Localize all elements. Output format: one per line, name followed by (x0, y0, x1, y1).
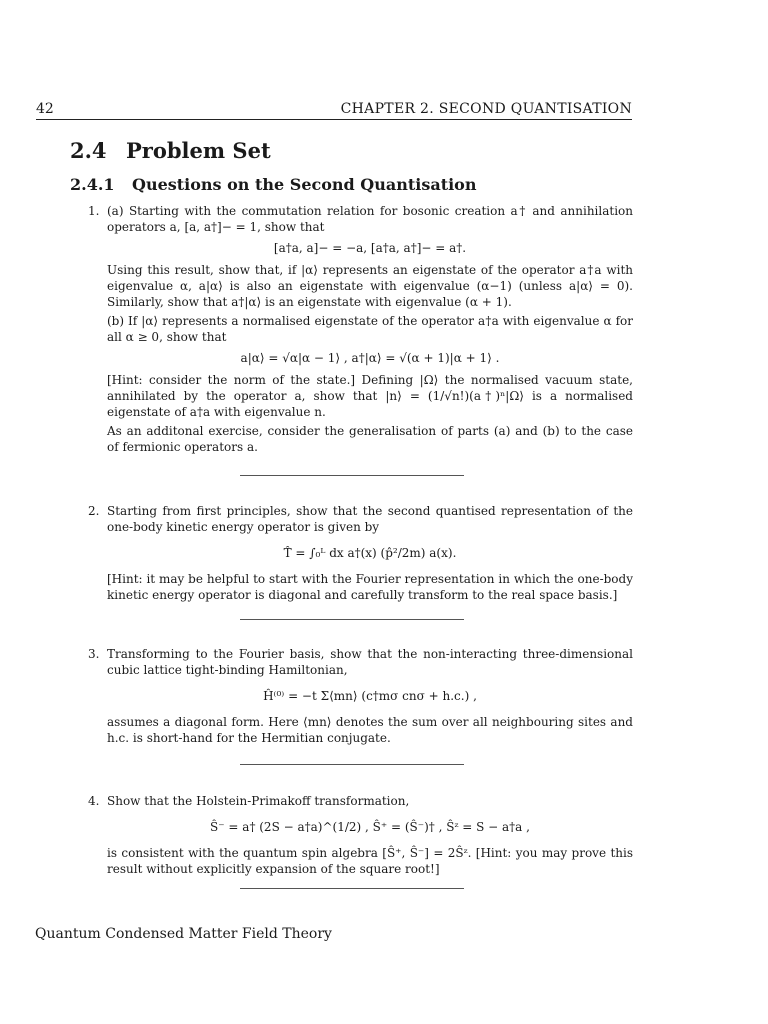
subsection-number: 2.4.1 (70, 175, 115, 194)
problem-text: Transforming to the Fourier basis, show that the non-interacting three-dimensional cubic lattice tight-binding Hamiltonian, (107, 647, 633, 677)
running-header (36, 101, 632, 120)
problem-text: assumes a diagonal form. Here ⟨mn⟩ denotes the sum over all neighbouring sites and h.c. is short-hand for the Hermitian conjugate. (107, 715, 633, 745)
page-number: 42 (36, 101, 54, 117)
chapter-title: CHAPTER 2. SECOND QUANTISATION (340, 101, 632, 117)
problem-text: is consistent with the quantum spin algebra [Ŝ⁺, Ŝ⁻] = 2Ŝᶻ. [Hint: you may prove this result without explicitly expansion of the square root!] (107, 846, 633, 876)
problem-1 (88, 203, 633, 455)
problem-divider (240, 475, 464, 476)
problem-label: 3. (88, 647, 100, 661)
problem-4 (88, 793, 633, 877)
problem-text: [Hint: it may be helpful to start with the Fourier representation in which the one-body kinetic energy operator is diagonal and carefully transform to the real space basis.] (107, 572, 633, 602)
problem-3 (88, 646, 633, 746)
problem-text: As an additonal exercise, consider the generalisation of parts (a) and (b) to the case of fermionic operators a. (107, 424, 633, 454)
section-title: Problem Set (126, 138, 271, 163)
problem-label: 4. (88, 794, 100, 808)
problem-text: (b) If |α⟩ represents a normalised eigenstate of the operator a†a with eigenvalue α for all α ≥ 0, show that (107, 314, 633, 344)
equation: Ŝ⁻ = a† (2S − a†a)^(1/2) , Ŝ⁺ = (Ŝ⁻)† , Ŝᶻ = S − a†a , (210, 820, 530, 834)
problem-text: Starting from first principles, show that the second quantised representation of the one-body kinetic energy operator is given by (107, 504, 633, 534)
problem-text: Show that the Holstein-Primakoff transformation, (107, 794, 410, 808)
problem-text: [Hint: consider the norm of the state.] Defining |Ω⟩ the normalised vacuum state, annihilated by the operator a, show that |n⟩ = (1/√n!)(a†)ⁿ|Ω⟩ is a normalised eigenstate of a†a with eigenvalue n. (107, 373, 633, 419)
problem-text: (a) Starting with the commutation relation for bosonic creation a† and annihilation operators a, [a, a†]− = 1, show that (107, 204, 633, 234)
equation: a|α⟩ = √α|α − 1⟩ , a†|α⟩ = √(α + 1)|α + 1⟩ . (240, 351, 500, 365)
problem-text: Using this result, show that, if |α⟩ represents an eigenstate of the operator a†a with eigenvalue α, a|α⟩ is also an eigenstate with eigenvalue (α−1) (unless a|α⟩ = 0). Similarly, show that a†|α⟩ is an eigenstate with eigenvalue (α + 1). (107, 263, 633, 309)
equation: T̂ = ∫₀ᴸ dx a†(x) (p̂²/2m) a(x). (283, 546, 457, 560)
equation: Ĥ⁽⁰⁾ = −t Σ⟨mn⟩ (c†mσ cnσ + h.c.) , (263, 689, 477, 703)
page-footer: Quantum Condensed Matter Field Theory (35, 926, 332, 942)
problem-label: 1. (88, 204, 100, 218)
subsection-heading (70, 175, 476, 194)
equation: [a†a, a]− = −a, [a†a, a†]− = a†. (273, 241, 467, 255)
section-heading (70, 138, 271, 163)
section-number: 2.4 (70, 138, 107, 163)
problem-divider (240, 888, 464, 889)
problem-label: 2. (88, 504, 100, 518)
subsection-title: Questions on the Second Quantisation (132, 175, 477, 194)
problem-2 (88, 503, 633, 603)
problem-divider (240, 619, 464, 620)
problem-divider (240, 764, 464, 765)
